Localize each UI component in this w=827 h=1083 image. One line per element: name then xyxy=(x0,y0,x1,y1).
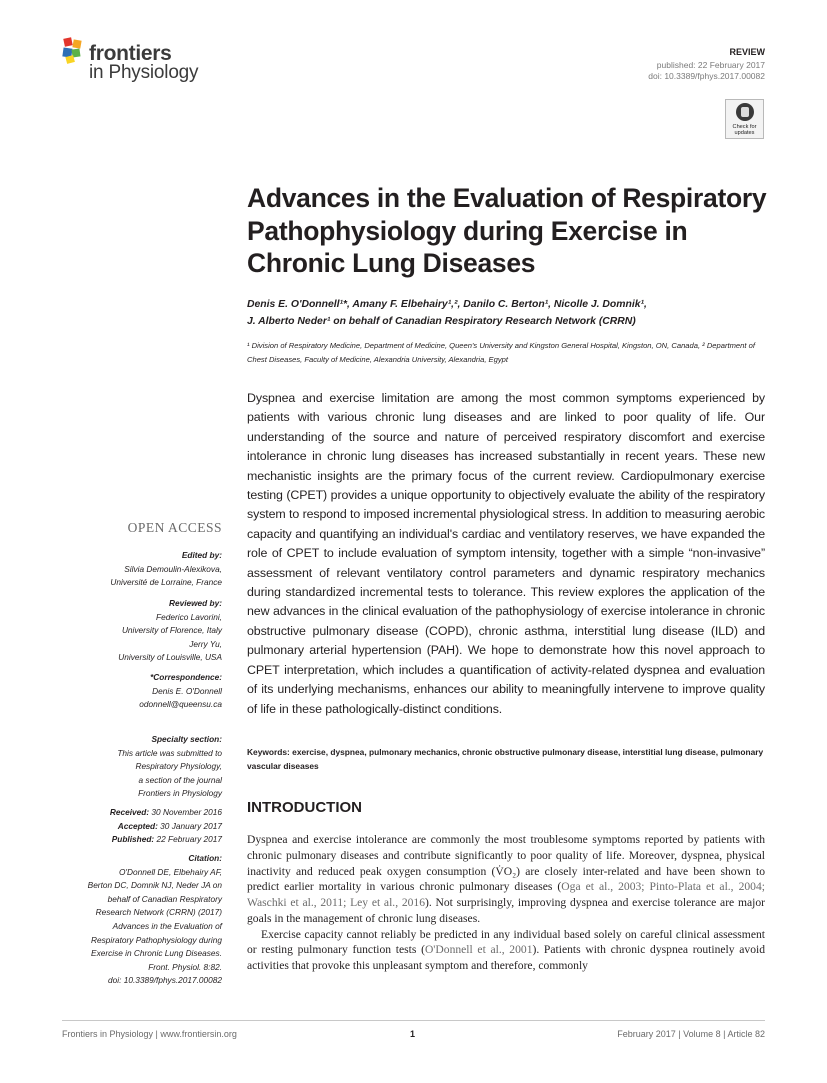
citation-line: Research Network (CRRN) (2017) xyxy=(95,907,222,918)
accepted-value: 30 January 2017 xyxy=(160,820,222,831)
reviewer-2-affiliation: University of Louisville, USA xyxy=(118,652,222,663)
keywords-label: Keywords: xyxy=(247,747,290,757)
article-type: REVIEW xyxy=(729,47,765,57)
footer-divider xyxy=(62,1020,765,1021)
journal-name-line2: in Physiology xyxy=(89,62,199,83)
citation-label: Citation: xyxy=(188,853,222,863)
intro-p2-text-a: Exercise capacity cannot reliably be predicted in any individual based solely on careful clinical assessment or resting pulmonary function tests ( xyxy=(247,927,765,957)
frontiers-logo-icon xyxy=(62,37,88,65)
intro-p1-citations[interactable]: Oga et al., 2003; Pinto-Plata et al., 2004; Waschki et al., 2011; Ley et al., 2016 xyxy=(247,880,765,909)
published-label: Published: xyxy=(111,834,155,845)
published-date: published: 22 February 2017 xyxy=(656,60,765,70)
correspondence-label: *Correspondence: xyxy=(150,672,222,682)
authors-line-1[interactable]: Denis E. O'Donnell¹*, Amany F. Elbehairy¹,², Danilo C. Berton¹, Nicolle J. Domnik¹, xyxy=(247,299,647,310)
citation-line: Respiratory Pathophysiology during xyxy=(91,934,222,945)
published-value: 22 February 2017 xyxy=(156,834,222,845)
introduction-body xyxy=(247,832,765,974)
footer-issue-info: February 2017 | Volume 8 | Article 82 xyxy=(617,1029,765,1039)
reviewer-1-affiliation: University of Florence, Italy xyxy=(121,625,222,636)
journal-name-line1: frontiers xyxy=(89,42,172,65)
specialty-line-2: Respiratory Physiology, xyxy=(135,761,222,772)
accepted-date xyxy=(52,820,222,834)
check-for-updates-button[interactable] xyxy=(725,99,764,139)
journal-logo[interactable] xyxy=(62,37,212,87)
citation-line: Front. Physiol. 8:82. xyxy=(148,961,222,972)
citation-line: Advances in the Evaluation of xyxy=(112,920,222,931)
citation-line: Exercise in Chronic Lung Diseases. xyxy=(91,948,222,959)
correspondence-block xyxy=(52,671,222,712)
check-for-updates-label: Check for updates xyxy=(732,124,757,136)
intro-p1-text-a: Dyspnea and exercise intolerance are commonly the most troublesome symptoms reported by patients with chronic pulmonary diseases and contribute significantly to poor quality of life. Moreover, dyspnea, physical inactivity and reduced peak oxygen consumption (V̇O₂) are closely inter-related and have been shown to predict earlier mortality in various chronic pulmonary diseases ( xyxy=(247,833,765,894)
reviewed-by-label: Reviewed by: xyxy=(168,598,222,608)
correspondence-name: Denis E. O'Donnell xyxy=(152,685,222,696)
reviewed-by-block xyxy=(52,597,222,665)
footer-journal-link[interactable]: Frontiers in Physiology | www.frontiersin.org xyxy=(62,1029,237,1039)
citation-line: behalf of Canadian Respiratory xyxy=(107,893,222,904)
header-meta xyxy=(648,60,765,82)
article-title: Advances in the Evaluation of Respiratory Pathophysiology during Exercise in Chronic Lung Diseases xyxy=(247,183,767,278)
intro-paragraph-2 xyxy=(247,927,765,974)
intro-paragraph-1 xyxy=(247,832,765,927)
published-date-side xyxy=(52,833,222,847)
received-date xyxy=(52,806,222,820)
correspondence-email[interactable]: odonnell@queensu.ca xyxy=(139,699,222,710)
received-value: 30 November 2016 xyxy=(151,807,222,817)
reviewer-1-name[interactable]: Federico Lavorini, xyxy=(156,611,222,622)
specialty-section-block xyxy=(52,733,222,801)
doi-link[interactable]: doi: 10.3389/fphys.2017.00082 xyxy=(648,71,765,81)
introduction-heading: INTRODUCTION xyxy=(247,799,362,816)
page-number: 1 xyxy=(410,1029,416,1039)
edited-by-block xyxy=(52,549,222,590)
keywords-list: exercise, dyspnea, pulmonary mechanics, chronic obstructive pulmonary disease, interstitial lung disease, pulmonary vascular diseases xyxy=(247,747,764,771)
specialty-line-3: a section of the journal xyxy=(138,774,222,785)
affiliations: ¹ Division of Respiratory Medicine, Department of Medicine, Queen's University and Kingston General Hospital, Kingston, ON, Canada, ² Department of Chest Diseases, Faculty of Medicine, Alexandria University, Alexandria, Egypt xyxy=(247,341,755,364)
author-list xyxy=(247,297,767,330)
edited-by-label: Edited by: xyxy=(181,550,222,560)
intro-p1-text-b: ). Not surprisingly, improving dyspnea and exercise tolerance are major goals in the management of chronic lung diseases. xyxy=(247,896,765,925)
specialty-line-1: This article was submitted to xyxy=(117,747,222,758)
abstract: Dyspnea and exercise limitation are among the most common symptoms experienced by patients with various chronic lung diseases and are linked to poor quality of life. Our understanding of the source and nature of perceived respiratory discomfort and exercise intolerance in chronic lung diseases has increased substantially in recent years. These new mechanistic insights are the primary focus of the current review. Cardiopulmonary exercise testing (CPET) provides a unique opportunity to objectively evaluate the ability of the respiratory system to respond to imposed incremental physiological stress. In addition to measuring aerobic capacity and quantifying an individual's cardiac and ventilatory reserves, we have expanded the role of CPET to include evaluation of symptom intensity, together with a simple “non-invasive” assessment of relevant ventilatory control parameters and dynamic respiratory mechanics during standardized incremental tests to tolerance. This review explores the application of the new advances in the clinical evaluation of the pathophysiology of exercise intolerance in chronic obstructive pulmonary disease (COPD), chronic asthma, interstitial lung disease (ILD) and pulmonary arterial hypertension (PAH). We hope to demonstrate how this novel approach to CPET interpretation, which includes a quantification of activity-related dyspnea and evaluation of its underlying mechanisms, enhances our ability to meaningfully intervene to improve quality of life in these pathologically-distinct conditions. xyxy=(247,391,765,716)
citation-block xyxy=(52,852,222,988)
citation-line: O'Donnell DE, Elbehairy AF, xyxy=(118,866,222,877)
open-access-label: OPEN ACCESS xyxy=(127,520,222,535)
citation-doi[interactable]: doi: 10.3389/fphys.2017.00082 xyxy=(108,975,222,986)
bookmark-icon xyxy=(736,103,754,121)
editor-affiliation: Université de Lorraine, France xyxy=(110,577,222,588)
intro-p2-citations[interactable]: O'Donnell et al., 2001 xyxy=(424,943,533,957)
specialty-line-4: Frontiers in Physiology xyxy=(138,788,222,799)
editor-name[interactable]: Silvia Demoulin-Alexikova, xyxy=(124,563,222,574)
keywords xyxy=(247,746,765,773)
received-label: Received: xyxy=(109,807,150,817)
accepted-label: Accepted: xyxy=(117,820,158,831)
specialty-label: Specialty section: xyxy=(151,734,222,744)
citation-line: Berton DC, Domnik NJ, Neder JA on xyxy=(87,880,222,891)
intro-p2-text-b: ). Patients with chronic dyspnea routinely avoid activities that provoke this unpleasant symptom and therefore, commonly xyxy=(247,943,766,972)
dates-block xyxy=(52,806,222,847)
authors-line-2[interactable]: J. Alberto Neder¹ on behalf of Canadian Respiratory Research Network (CRRN) xyxy=(247,315,636,327)
reviewer-2-name[interactable]: Jerry Yu, xyxy=(189,638,222,649)
